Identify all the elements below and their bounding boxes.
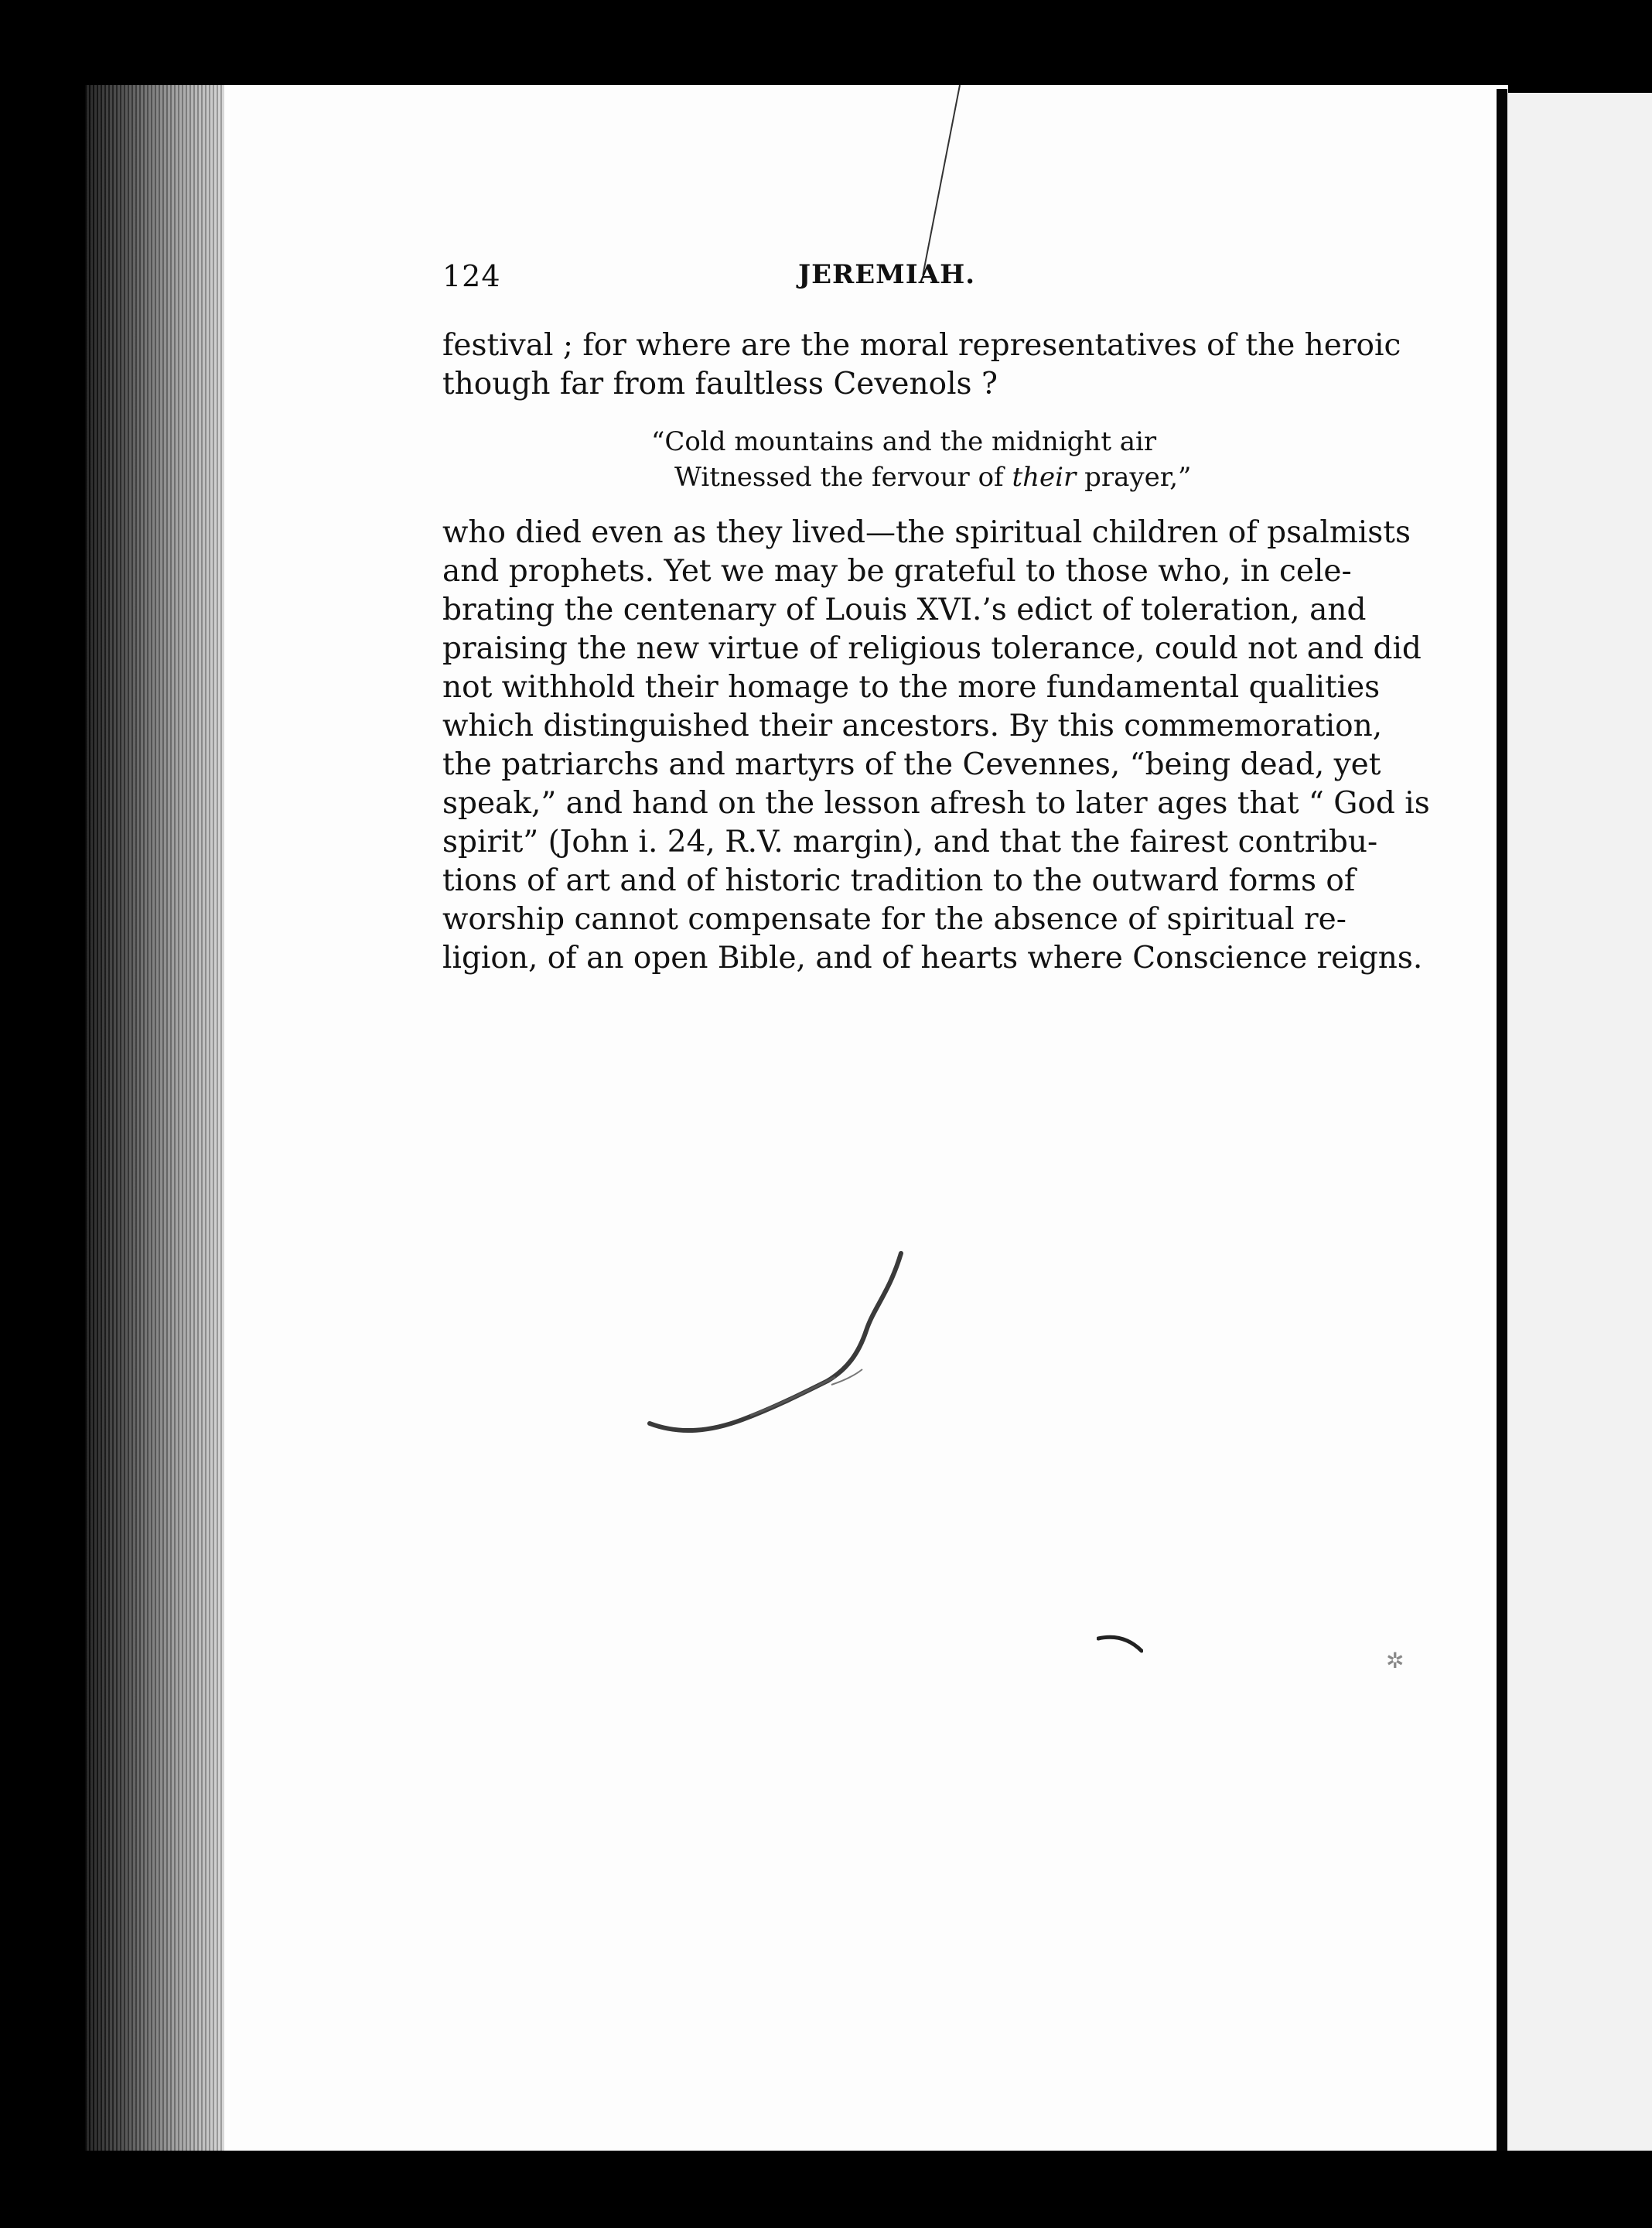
text-line: which distinguished their ancestors. By this commemoration, (442, 709, 1383, 743)
book-gutter (1497, 89, 1507, 2151)
verse-emphasis: their (1012, 462, 1077, 493)
verse-quotation (651, 424, 1239, 495)
page-number: 124 (442, 259, 501, 293)
book-page-edges (85, 85, 228, 2158)
text-line: the patriarchs and martyrs of the Cevennes, “being dead, yet (442, 747, 1381, 782)
text-line: not withhold their homage to the more fundamental qualities (442, 670, 1381, 705)
text-line: ligion, of an open Bible, and of hearts where Conscience reigns. (442, 941, 1423, 976)
verse-line-text: Witnessed the fervour of (674, 462, 1012, 493)
text-line: tions of art and of historic tradition to the outward forms of (442, 863, 1356, 898)
running-title: JEREMIAH. (798, 259, 976, 290)
text-line: festival ; for where are the moral representatives of the heroic (442, 328, 1401, 363)
text-line: who died even as they lived—the spiritual children of psalmists (442, 515, 1411, 550)
text-line: worship cannot compensate for the absence of spiritual re- (442, 902, 1347, 937)
pen-scribble-icon (634, 1238, 944, 1454)
paragraph-2 (442, 514, 1430, 978)
ink-speck-icon: ✲ (1386, 1648, 1405, 1673)
dash-mark-icon (1097, 1632, 1143, 1656)
running-head (442, 259, 1347, 298)
body-text (442, 326, 1430, 978)
text-line: spirit” (John i. 24, R.V. margin), and that the fairest contribu- (442, 825, 1378, 859)
facing-page-edge (1507, 93, 1652, 2151)
text-line: brating the centenary of Louis XVI.’s edict of toleration, and (442, 593, 1367, 627)
paragraph-1 (442, 326, 1401, 404)
verse-line (651, 460, 1239, 495)
text-line: though far from faultless Cevenols ? (442, 367, 998, 402)
scan-border (85, 2151, 1652, 2228)
verse-line: “Cold mountains and the midnight air (651, 426, 1157, 457)
text-line: praising the new virtue of religious tolerance, could not and did (442, 631, 1422, 666)
text-line: speak,” and hand on the lesson afresh to later ages that “ God is (442, 786, 1430, 821)
verse-line-text: prayer,” (1076, 462, 1192, 493)
text-line: and prophets. Yet we may be grateful to those who, in cele- (442, 554, 1352, 589)
